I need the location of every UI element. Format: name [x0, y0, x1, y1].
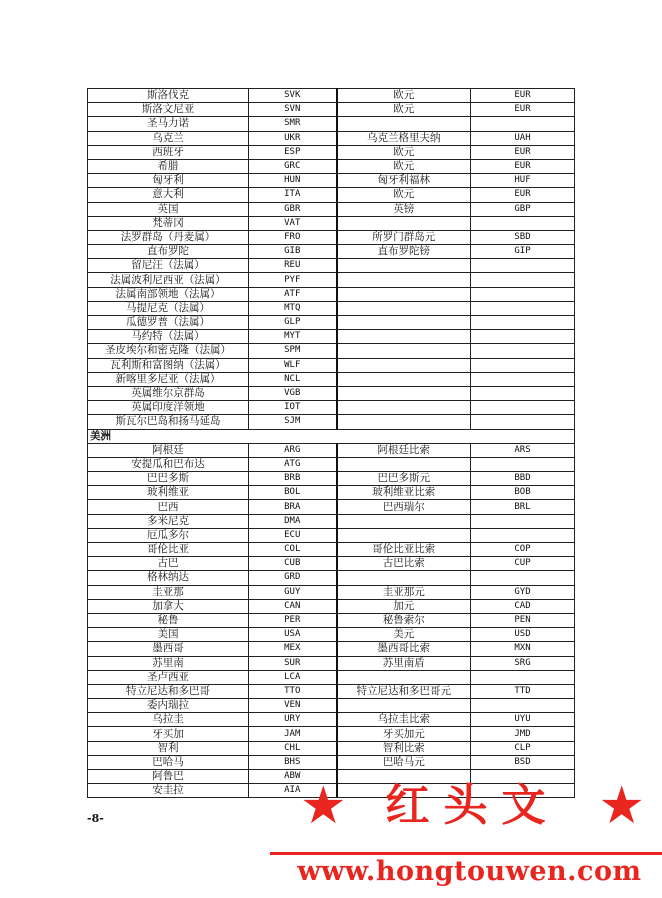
currency-name-cell [337, 358, 471, 372]
country-code-cell: PER [249, 613, 337, 627]
currency-name-cell [337, 273, 471, 287]
currency-name-cell [337, 415, 471, 429]
country-code-cell: COL [249, 543, 337, 557]
table-row [88, 486, 575, 500]
currency-code-cell: COP [471, 543, 575, 557]
country-code-cell: ESP [249, 145, 337, 159]
country-name-cell: 英国 [88, 202, 249, 216]
table-row [88, 117, 575, 131]
country-code-cell: GUY [249, 585, 337, 599]
table-row [88, 344, 575, 358]
country-name-cell: 阿根廷 [88, 443, 249, 457]
currency-code-cell [471, 259, 575, 273]
country-code-cell: VGB [249, 386, 337, 400]
currency-code-cell: GBP [471, 202, 575, 216]
currency-name-cell: 阿根廷比索 [337, 443, 471, 457]
country-name-cell: 新喀里多尼亚（法属） [88, 372, 249, 386]
country-name-cell: 圣马力诺 [88, 117, 249, 131]
currency-name-cell: 墨西哥比索 [337, 642, 471, 656]
country-name-cell: 法罗群岛（丹麦属） [88, 230, 249, 244]
country-name-cell: 哥伦比亚 [88, 543, 249, 557]
country-currency-table [87, 88, 575, 798]
country-code-cell: ATG [249, 457, 337, 471]
table-row [88, 358, 575, 372]
country-code-cell: JAM [249, 727, 337, 741]
currency-name-cell [337, 670, 471, 684]
currency-code-cell [471, 358, 575, 372]
country-code-cell: PYF [249, 273, 337, 287]
currency-name-cell [337, 344, 471, 358]
country-name-cell: 留尼汪（法属） [88, 259, 249, 273]
country-code-cell: AIA [249, 784, 337, 798]
currency-code-cell: CAD [471, 599, 575, 613]
currency-name-cell: 欧元 [337, 145, 471, 159]
currency-name-cell [337, 117, 471, 131]
country-code-cell: DMA [249, 514, 337, 528]
currency-code-cell [471, 670, 575, 684]
table-row [88, 159, 575, 173]
currency-name-cell [337, 401, 471, 415]
table-row [88, 684, 575, 698]
currency-code-cell: BRL [471, 500, 575, 514]
table-row [88, 188, 575, 202]
currency-name-cell: 牙买加元 [337, 727, 471, 741]
country-code-cell: GLP [249, 316, 337, 330]
country-code-cell: IOT [249, 401, 337, 415]
currency-code-cell: BSD [471, 755, 575, 769]
country-code-cell: VEN [249, 699, 337, 713]
table-row [88, 401, 575, 415]
country-name-cell: 斯洛伐克 [88, 89, 249, 103]
country-name-cell: 意大利 [88, 188, 249, 202]
country-code-cell: LCA [249, 670, 337, 684]
table-row [88, 245, 575, 259]
currency-name-cell [337, 699, 471, 713]
table-row [88, 330, 575, 344]
currency-code-cell: SRG [471, 656, 575, 670]
star-icon: ★ [598, 776, 645, 836]
table-row [88, 571, 575, 585]
country-name-cell: 乌克兰 [88, 131, 249, 145]
country-code-cell: ECU [249, 528, 337, 542]
currency-name-cell [337, 259, 471, 273]
country-name-cell: 加拿大 [88, 599, 249, 613]
currency-code-cell [471, 301, 575, 315]
country-name-cell: 西班牙 [88, 145, 249, 159]
currency-name-cell: 欧元 [337, 188, 471, 202]
table-row [88, 145, 575, 159]
country-code-cell: MEX [249, 642, 337, 656]
currency-name-cell [337, 514, 471, 528]
country-code-cell: VAT [249, 216, 337, 230]
country-name-cell: 圣卢西亚 [88, 670, 249, 684]
currency-code-cell [471, 216, 575, 230]
region-header-row [88, 429, 575, 443]
table-row [88, 174, 575, 188]
country-name-cell: 瓜德罗普（法属） [88, 316, 249, 330]
currency-code-cell: CLP [471, 741, 575, 755]
star-icon: ★ [300, 776, 347, 836]
currency-code-cell: HUF [471, 174, 575, 188]
currency-code-cell [471, 386, 575, 400]
currency-code-cell [471, 571, 575, 585]
country-code-cell: REU [249, 259, 337, 273]
currency-name-cell: 欧元 [337, 103, 471, 117]
page-number: -8- [87, 812, 104, 825]
table-row [88, 543, 575, 557]
table-row [88, 457, 575, 471]
currency-name-cell: 加元 [337, 599, 471, 613]
table-row [88, 259, 575, 273]
currency-name-cell [337, 301, 471, 315]
country-code-cell: BHS [249, 755, 337, 769]
country-name-cell: 美国 [88, 628, 249, 642]
country-code-cell: GRD [249, 571, 337, 585]
table-row [88, 202, 575, 216]
currency-code-cell [471, 330, 575, 344]
country-name-cell: 英属印度洋领地 [88, 401, 249, 415]
country-name-cell: 墨西哥 [88, 642, 249, 656]
currency-name-cell: 乌拉圭比索 [337, 713, 471, 727]
table-row [88, 500, 575, 514]
currency-code-cell: SBD [471, 230, 575, 244]
currency-code-cell: EUR [471, 145, 575, 159]
country-code-cell: WLF [249, 358, 337, 372]
currency-code-cell [471, 372, 575, 386]
country-name-cell: 巴巴多斯 [88, 472, 249, 486]
currency-code-cell: BBD [471, 472, 575, 486]
currency-name-cell: 直布罗陀镑 [337, 245, 471, 259]
country-code-cell: SJM [249, 415, 337, 429]
currency-name-cell: 所罗门群岛元 [337, 230, 471, 244]
table-row [88, 755, 575, 769]
currency-code-cell [471, 316, 575, 330]
region-label: 美洲 [88, 429, 575, 443]
table-row [88, 230, 575, 244]
country-code-cell: GBR [249, 202, 337, 216]
country-name-cell: 秘鲁 [88, 613, 249, 627]
currency-name-cell: 巴哈马元 [337, 755, 471, 769]
country-code-cell: SVK [249, 89, 337, 103]
country-name-cell: 厄瓜多尔 [88, 528, 249, 542]
country-name-cell: 巴西 [88, 500, 249, 514]
currency-code-cell: TTD [471, 684, 575, 698]
country-code-cell: MYT [249, 330, 337, 344]
country-name-cell: 匈牙利 [88, 174, 249, 188]
currency-code-cell: EUR [471, 159, 575, 173]
currency-code-cell: ARS [471, 443, 575, 457]
currency-name-cell [337, 372, 471, 386]
country-name-cell: 玻利维亚 [88, 486, 249, 500]
table-row [88, 514, 575, 528]
country-code-cell: SUR [249, 656, 337, 670]
country-code-cell: UKR [249, 131, 337, 145]
currency-code-cell: CUP [471, 557, 575, 571]
country-code-cell: MTQ [249, 301, 337, 315]
currency-code-cell: BOB [471, 486, 575, 500]
currency-code-cell [471, 273, 575, 287]
currency-code-cell: MXN [471, 642, 575, 656]
table-row [88, 599, 575, 613]
currency-name-cell: 欧元 [337, 159, 471, 173]
table-row [88, 443, 575, 457]
table-row [88, 741, 575, 755]
currency-code-cell [471, 699, 575, 713]
currency-name-cell: 玻利维亚比索 [337, 486, 471, 500]
currency-name-cell [337, 386, 471, 400]
currency-name-cell [337, 316, 471, 330]
currency-code-cell: GIP [471, 245, 575, 259]
table-row [88, 656, 575, 670]
country-name-cell: 直布罗陀 [88, 245, 249, 259]
country-code-cell: FRO [249, 230, 337, 244]
table-row [88, 316, 575, 330]
country-name-cell: 苏里南 [88, 656, 249, 670]
country-name-cell: 法属波利尼西亚（法属） [88, 273, 249, 287]
country-name-cell: 瓦利斯和富图纳（法属） [88, 358, 249, 372]
table-row [88, 216, 575, 230]
country-name-cell: 希腊 [88, 159, 249, 173]
currency-name-cell: 哥伦比亚比索 [337, 543, 471, 557]
country-code-cell: ABW [249, 770, 337, 784]
table-row [88, 727, 575, 741]
country-name-cell: 古巴 [88, 557, 249, 571]
currency-code-cell [471, 117, 575, 131]
table-row [88, 415, 575, 429]
currency-code-cell: EUR [471, 188, 575, 202]
country-code-cell: USA [249, 628, 337, 642]
country-name-cell: 特立尼达和多巴哥 [88, 684, 249, 698]
table-row [88, 103, 575, 117]
table-row [88, 628, 575, 642]
table-row [88, 386, 575, 400]
currency-code-cell: JMD [471, 727, 575, 741]
table-row [88, 713, 575, 727]
country-name-cell: 斯洛文尼亚 [88, 103, 249, 117]
table-row [88, 89, 575, 103]
table-row [88, 287, 575, 301]
table-row [88, 699, 575, 713]
country-name-cell: 法属南部领地（法属） [88, 287, 249, 301]
country-code-cell: CUB [249, 557, 337, 571]
table-row [88, 131, 575, 145]
table-row [88, 372, 575, 386]
table-row [88, 613, 575, 627]
table-row [88, 642, 575, 656]
country-code-cell: BOL [249, 486, 337, 500]
country-name-cell: 安提瓜和巴布达 [88, 457, 249, 471]
currency-name-cell [337, 457, 471, 471]
country-code-cell: URY [249, 713, 337, 727]
table-row [88, 273, 575, 287]
currency-name-cell [337, 216, 471, 230]
table-row [88, 557, 575, 571]
country-name-cell: 圣皮埃尔和密克隆（法属） [88, 344, 249, 358]
currency-code-cell: PEN [471, 613, 575, 627]
country-name-cell: 智利 [88, 741, 249, 755]
country-code-cell: CHL [249, 741, 337, 755]
watermark-logo [300, 776, 645, 836]
country-name-cell: 阿鲁巴 [88, 770, 249, 784]
country-name-cell: 马提尼克（法属） [88, 301, 249, 315]
table-row [88, 301, 575, 315]
country-code-cell: NCL [249, 372, 337, 386]
country-name-cell: 多米尼克 [88, 514, 249, 528]
country-code-cell: SMR [249, 117, 337, 131]
currency-name-cell [337, 287, 471, 301]
currency-name-cell [337, 330, 471, 344]
table-row [88, 472, 575, 486]
currency-name-cell [337, 528, 471, 542]
currency-code-cell [471, 401, 575, 415]
currency-code-cell [471, 514, 575, 528]
currency-code-cell: GYD [471, 585, 575, 599]
watermark-url: www.hongtouwen.com [297, 856, 642, 887]
country-name-cell: 斯瓦尔巴岛和扬马延岛 [88, 415, 249, 429]
currency-code-cell [471, 287, 575, 301]
currency-name-cell: 乌克兰格里夫纳 [337, 131, 471, 145]
currency-code-cell [471, 415, 575, 429]
currency-code-cell: EUR [471, 89, 575, 103]
currency-name-cell: 秘鲁索尔 [337, 613, 471, 627]
country-name-cell: 马约特（法属） [88, 330, 249, 344]
country-code-cell: BRA [249, 500, 337, 514]
country-code-cell: BRB [249, 472, 337, 486]
country-code-cell: SPM [249, 344, 337, 358]
currency-code-cell: UYU [471, 713, 575, 727]
watermark-brand-text: 红头文 [385, 780, 560, 831]
country-name-cell: 英属维尔京群岛 [88, 386, 249, 400]
currency-code-cell [471, 344, 575, 358]
currency-code-cell [471, 528, 575, 542]
country-code-cell: HUN [249, 174, 337, 188]
currency-name-cell: 特立尼达和多巴哥元 [337, 684, 471, 698]
currency-name-cell: 巴巴多斯元 [337, 472, 471, 486]
currency-name-cell: 古巴比索 [337, 557, 471, 571]
currency-code-cell: UAH [471, 131, 575, 145]
country-name-cell: 圭亚那 [88, 585, 249, 599]
country-code-cell: ITA [249, 188, 337, 202]
currency-name-cell: 巴西瑞尔 [337, 500, 471, 514]
table-row [88, 528, 575, 542]
country-code-cell: ARG [249, 443, 337, 457]
currency-name-cell: 英镑 [337, 202, 471, 216]
currency-name-cell: 匈牙利福林 [337, 174, 471, 188]
country-name-cell: 安圭拉 [88, 784, 249, 798]
table-row [88, 670, 575, 684]
table-row [88, 585, 575, 599]
currency-name-cell: 美元 [337, 628, 471, 642]
currency-code-cell: EUR [471, 103, 575, 117]
country-name-cell: 委内瑞拉 [88, 699, 249, 713]
currency-name-cell: 欧元 [337, 89, 471, 103]
country-code-cell: GIB [249, 245, 337, 259]
currency-name-cell: 圭亚那元 [337, 585, 471, 599]
currency-name-cell [337, 571, 471, 585]
country-code-cell: SVN [249, 103, 337, 117]
country-name-cell: 乌拉圭 [88, 713, 249, 727]
country-name-cell: 格林纳达 [88, 571, 249, 585]
table-body [88, 89, 575, 798]
country-code-cell: ATF [249, 287, 337, 301]
currency-name-cell: 苏里南盾 [337, 656, 471, 670]
currency-code-cell: USD [471, 628, 575, 642]
country-name-cell: 梵蒂冈 [88, 216, 249, 230]
country-code-cell: GRC [249, 159, 337, 173]
country-code-cell: TTO [249, 684, 337, 698]
country-name-cell: 牙买加 [88, 727, 249, 741]
currency-code-cell [471, 457, 575, 471]
currency-name-cell: 智利比索 [337, 741, 471, 755]
country-name-cell: 巴哈马 [88, 755, 249, 769]
country-code-cell: CAN [249, 599, 337, 613]
watermark-divider [270, 852, 662, 855]
